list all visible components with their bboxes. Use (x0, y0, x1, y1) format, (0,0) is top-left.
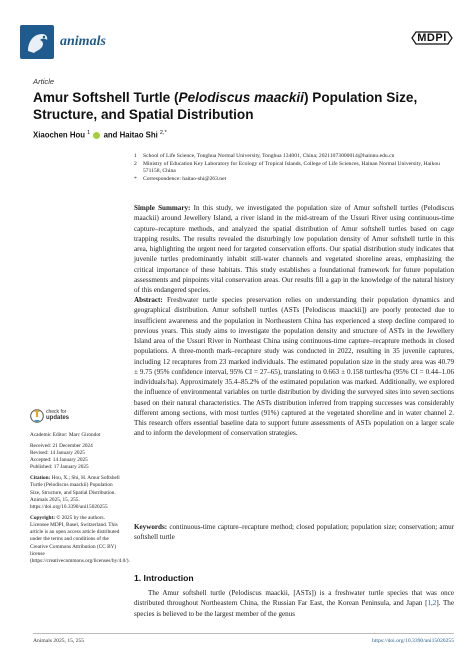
affiliation-item (134, 153, 454, 161)
abstract (134, 295, 454, 439)
affiliation-item (134, 161, 454, 176)
copyright (30, 514, 130, 565)
title-suffix: ) Population Size, Structure, and Spatial Distribution (33, 90, 418, 122)
title-species: Pelodiscus maackii (178, 90, 304, 105)
publication-info-sidebar (30, 432, 130, 569)
article-type: Article (33, 77, 55, 86)
footer-divider (33, 633, 454, 634)
published-date: Published: 17 January 2025 (30, 464, 89, 471)
check-updates-icon (30, 408, 44, 424)
section-heading-introduction: 1. Introduction (134, 573, 194, 583)
author-affiliation-mark: 1 (87, 130, 91, 136)
intro-text-end: ]. The species is believed to be the largest member of the genus (134, 599, 454, 618)
affiliation-mark: * (134, 175, 137, 182)
affiliation-text: School of Life Science, Tonghua Normal University, Tonghua 134001, China; 20211073000014@hainnu.edu.cn (143, 153, 395, 159)
keywords (134, 522, 454, 543)
affiliation-text: Correspondence: haitao-shi@263.net (143, 175, 227, 182)
title-prefix: Amur Softshell Turtle ( (33, 90, 179, 105)
publisher-logo (410, 30, 454, 46)
affiliation-item (134, 176, 454, 184)
author-affiliation-mark: 2,* (159, 130, 167, 136)
copyright-text: © 2025 by the authors. Licensee MDPI, Basel, Switzerland. This article is an open access article distributed under the terms and conditions of the Creative Commons Attribution (CC BY) license (https://creativecommons.org/licenses/by/4.0/). (30, 514, 130, 565)
affiliations (134, 153, 454, 183)
citation (30, 475, 122, 511)
journal-name: animals (60, 34, 106, 49)
abstract-text: Freshwater turtle species preservation relies on understanding their population dynamics and geographical distribution. Amur softshell turtles (ASTs [Pelodiscus maackii]) are poorly protected due to insufficient awareness and the population in Northeastern China has experienced a steep decline compared to previous years. This study aims to investigate the population density and structure of ASTs in the Jewellery Island area of the Ussuri River in Northeast China using continuous-time capture–recapture methods in closed populations. A three-month mark–recapture study was conducted in 2022, resulting in 35 juvenile captures, including 12 recaptures from 23 marked individuals. The estimated population size in the study area was 40.79 ± 9.75 (95% confidence interval, 95% CI = 27–65), translating to 0.663 ± 0.158 turtles/ha (95% CI = 0.44–1.06 individuals/ha). Approximately 35.4–85.2% of the estimated population was marked. Additionally, we explored the influence of environmental variables on turtle distribution by dividing the surveyed sites into seven sections based on their natural characteristics. The ASTs distribution inferred from trapping successes was considerably different among sections, with most turtles (91%) captured at the vegetated shoreline and in water channel 2. This research offers essential baseline data to support future assessments of ASTs population on a larger scale and to inform the development of conservation strategies. (134, 296, 454, 438)
summary-label: Simple Summary: (134, 204, 191, 212)
author-list (33, 130, 167, 140)
author-name: Haitao Shi (119, 130, 158, 140)
received-date: Received: 21 December 2024 (30, 442, 93, 449)
keywords-label: Keywords: (134, 523, 168, 531)
intro-text: The Amur softshell turtle (Pelodiscus maackii, [ASTs]) is a freshwater turtle species that was once distributed throughout Northeastern China, the Russian Far East, the Korean Peninsula, and Japan [ (134, 589, 454, 608)
journal-logo (20, 25, 54, 59)
abstract-label: Abstract: (134, 296, 163, 304)
reference-link[interactable]: 1 (427, 599, 431, 608)
footer-doi-link[interactable]: https://doi.org/10.3390/ani15020255 (372, 638, 454, 644)
simple-summary (134, 203, 454, 295)
keywords-text: continuous-time capture–recapture method; closed population; population size; conservation; amur softshell turtle (134, 523, 454, 542)
check-updates-line1: check for (46, 409, 67, 415)
affiliation-mark: 2 (134, 160, 137, 167)
accepted-date: Accepted: 14 January 2025 (30, 457, 88, 464)
reference-link[interactable]: 2 (432, 599, 437, 608)
article-title (33, 89, 448, 123)
revised-date: Revised: 14 January 2025 (30, 450, 85, 456)
academic-editor: Academic Editor: Marc Girondot (30, 432, 101, 438)
copyright-label: Copyright: (30, 514, 56, 521)
affiliation-mark: 1 (134, 153, 137, 159)
summary-text: In this study, we investigated the population size of Amur softshell turtles (Pelodiscus maackii) around Jewellery Island, a river island in the mid-stream of the Ussuri River using continuous-time capture–recapture methods, and analyzed the spatial distribution of Amur softshell turtles based on cage trapping results. The results revealed the disturbingly low population density of Amur softshell turtle in this area, highlighting the urgent need for targeted conservation efforts. Our spatial distribution study indicates that juvenile turtles predominantly inhabit still-water channels and vegetated shoreline areas, emphasizing the critical importance of these habitats. This study establishes a foundational framework for future population assessments and pinpoints vital conservation areas. Our results fill a gap in the knowledge of the natural history of this endangered species. (134, 204, 454, 294)
orcid-icon[interactable] (93, 132, 100, 139)
author-name: Xiaochen Hou (33, 130, 85, 140)
citation-text: Hou, X.; Shi, H. Amur Softshell Turtle (Pelodiscus maackii) Population Size, Structure, and Spatial Distribution. Animals 2025, 15, 255. https://doi.org/10.3390/ani15020255 (30, 475, 120, 511)
introduction-paragraph: The Amur softshell turtle (Pelodiscus maackii, [ASTs]) is a freshwater turtle species that was once distributed throughout Northeastern China, the Russian Far East, the Korean Peninsula, and Japan [1,2]. The species is believed to be the largest member of the genus (134, 589, 454, 618)
affiliation-text: Ministry of Education Key Laboratory for Ecology of Tropical Islands, College of Life Sciences, Hainan Normal University, Haikou 571158, China (143, 160, 440, 175)
check-for-updates-button[interactable] (30, 407, 90, 429)
check-updates-line2: updates (46, 415, 70, 421)
footer-citation: Animals 2025, 15, 255 (33, 638, 85, 644)
author-conjunction: and (103, 130, 118, 140)
publisher-name: MDPI (417, 32, 447, 44)
citation-label: Citation: (30, 475, 51, 482)
